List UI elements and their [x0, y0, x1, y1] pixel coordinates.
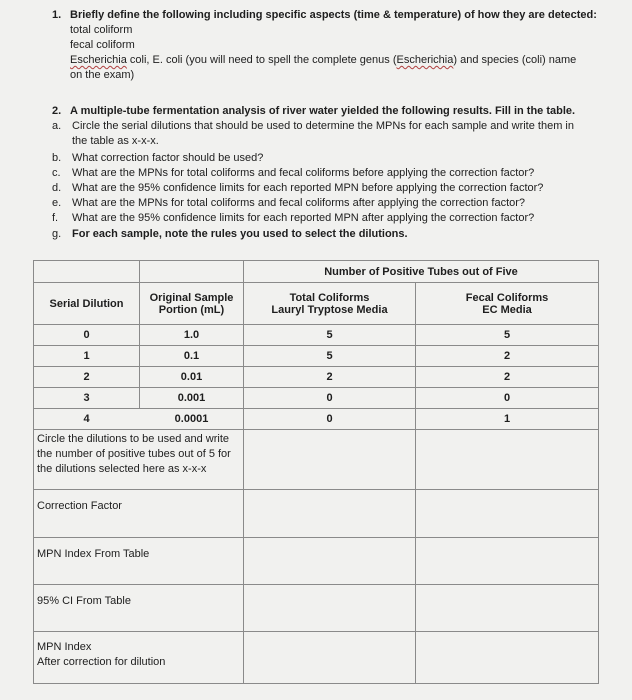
- table-row: 1 0.1 5 2: [34, 346, 599, 367]
- total-mpn-input[interactable]: [244, 538, 416, 585]
- question-1-number: 1.: [52, 9, 62, 21]
- question-1-item-ecoli-cont: on the exam): [70, 69, 135, 81]
- total-ci-input[interactable]: [244, 585, 416, 632]
- question-2f: f. What are the 95% confidence limits for each reported MPN after applying the correction factor?: [52, 212, 535, 224]
- circle-dilutions-row: [34, 430, 599, 490]
- question-1-item-ecoli: Escherichia coli, E. coli (you will need to spell the complete genus (Escherichia) and species (coli) name: [70, 54, 577, 66]
- col-fecal-coliforms: Fecal Coliforms EC Media: [416, 283, 599, 325]
- question-2e: e. What are the MPNs for total coliforms and fecal coliforms after applying the correction factor?: [52, 197, 526, 209]
- fecal-dilutions-input[interactable]: [416, 430, 599, 490]
- mpn-index-row: [34, 538, 599, 585]
- question-1: [52, 8, 612, 83]
- genus-word-2: Escherichia: [396, 54, 454, 66]
- col-serial-dilution: Serial Dilution: [34, 283, 140, 325]
- table-header-row-1: [34, 261, 599, 283]
- fecal-correction-input[interactable]: [416, 490, 599, 538]
- correction-factor-label: Correction Factor: [34, 490, 244, 538]
- table-row: 4 0.0001 0 1: [34, 409, 599, 430]
- question-1-item-total: total coliform: [70, 24, 133, 36]
- question-2-number: 2.: [52, 105, 62, 117]
- table-row: 2 0.01 2 2: [34, 367, 599, 388]
- circle-dilutions-label: Circle the dilutions to be used and write the number of positive tubes out of 5 for the dilutions selected here as x-x-x: [34, 430, 244, 490]
- mpn-after-row: [34, 632, 599, 684]
- mpn-index-label: MPN Index From Table: [34, 538, 244, 585]
- ci-row: [34, 585, 599, 632]
- question-2g: g. For each sample, note the rules you used to select the dilutions.: [52, 228, 408, 240]
- question-1-item-fecal: fecal coliform: [70, 39, 135, 51]
- ci-label: 95% CI From Table: [34, 585, 244, 632]
- question-2b: b. What correction factor should be used?: [52, 152, 264, 164]
- question-2d: d. What are the 95% confidence limits for each reported MPN before applying the correction factor?: [52, 182, 544, 194]
- question-2-title: A multiple-tube fermentation analysis of river water yielded the following results. Fill in the table.: [70, 105, 576, 117]
- table-row: 3 0.001 0 0: [34, 388, 599, 409]
- total-dilutions-input[interactable]: [244, 430, 416, 490]
- total-mpn-after-input[interactable]: [244, 632, 416, 684]
- mpn-after-label: MPN Index After correction for dilution: [34, 632, 244, 684]
- question-1-title: Briefly define the following including specific aspects (time & temperature) of how they are detected:: [70, 9, 597, 21]
- fecal-mpn-input[interactable]: [416, 538, 599, 585]
- table-header-row-2: [34, 283, 599, 325]
- genus-word: Escherichia: [70, 54, 127, 66]
- group-header: Number of Positive Tubes out of Five: [244, 261, 599, 283]
- col-sample-portion: Original Sample Portion (mL): [140, 283, 244, 325]
- fecal-mpn-after-input[interactable]: [416, 632, 599, 684]
- question-2: [52, 104, 612, 119]
- question-2a: a. Circle the serial dilutions that should be used to determine the MPNs for each sample and write them in the table as x-x-x.: [52, 120, 574, 147]
- col-total-coliforms: Total Coliforms Lauryl Tryptose Media: [244, 283, 416, 325]
- question-2c: c. What are the MPNs for total coliforms and fecal coliforms before applying the correction factor?: [52, 167, 535, 179]
- mpn-table: [33, 260, 599, 684]
- total-correction-input[interactable]: [244, 490, 416, 538]
- table-row: 0 1.0 5 5: [34, 325, 599, 346]
- correction-factor-row: [34, 490, 599, 538]
- fecal-ci-input[interactable]: [416, 585, 599, 632]
